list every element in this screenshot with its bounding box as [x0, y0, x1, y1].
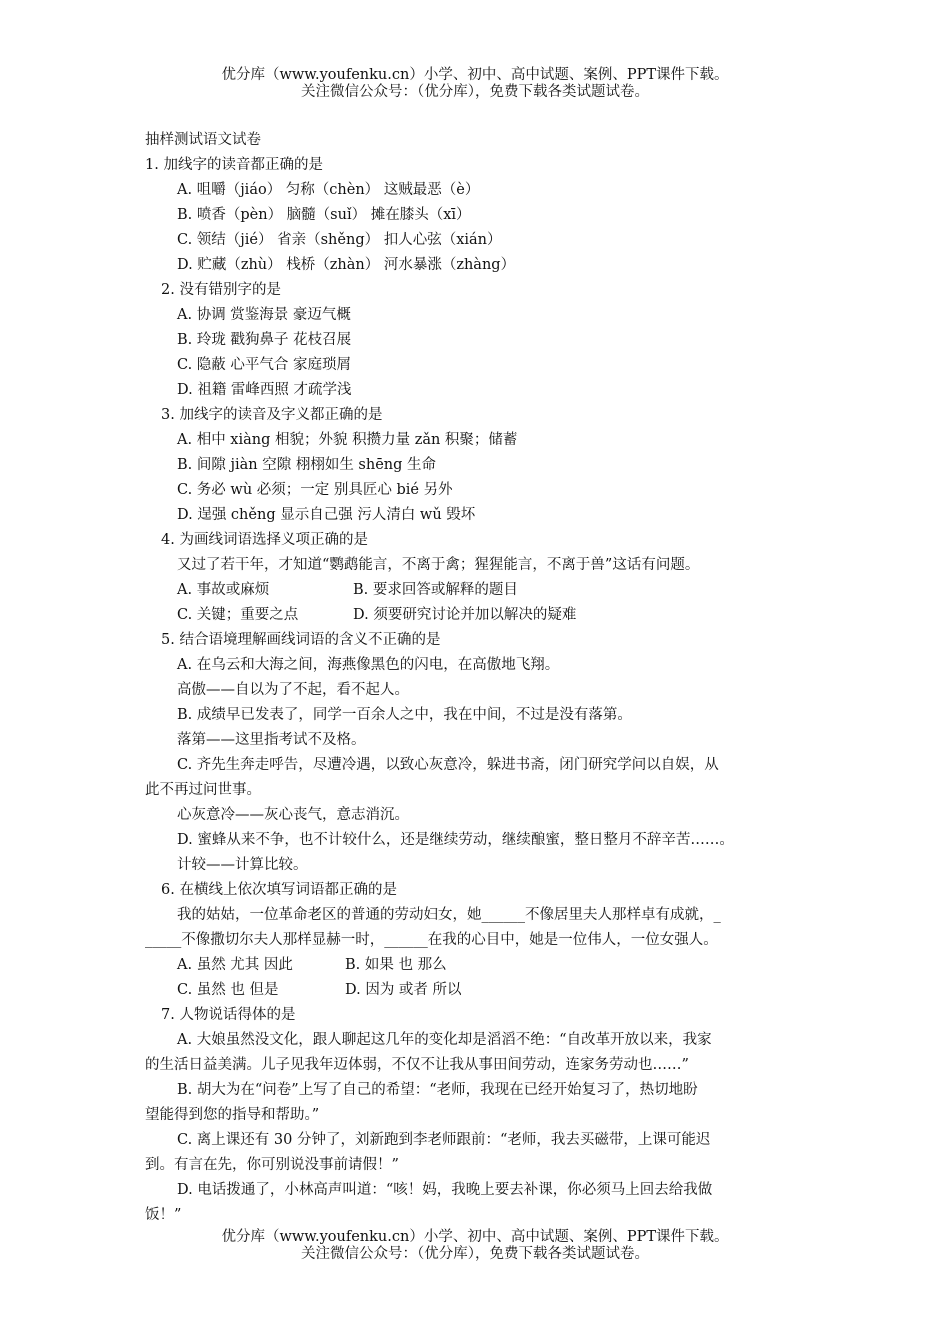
q4-option-d: D. 须要研究讨论并加以解决的疑难	[353, 607, 577, 623]
q4-option-b: B. 要求回答或解释的题目	[353, 582, 518, 598]
q2-option-d: D. 祖籍 雷峰西照 才疏学浅	[177, 382, 352, 398]
q4-option-c: C. 关键；重要之点	[177, 607, 299, 623]
q6-passage-line-2: _____不像撒切尔夫人那样显赫一时，______在我的心目中，她是一位伟人，一位女强人。	[145, 932, 718, 948]
q6-option-d: D. 因为 或者 所以	[345, 982, 462, 998]
header-line-2: 关注微信公众号：（优分库），免费下载各类试题试卷。	[301, 84, 649, 100]
q4-stem: 4. 为画线词语选择义项正确的是	[161, 532, 368, 548]
doc-title: 抽样测试语文试卷	[145, 132, 261, 148]
q3-option-a: A. 相中 xiàng 相貌；外貌 积攒力量 zǎn 积聚；储蓄	[177, 432, 518, 448]
q3-stem: 3. 加线字的读音及字义都正确的是	[161, 407, 383, 423]
footer-line-1: 优分库（www.youfenku.cn）小学、初中、高中试题、案例、PPT课件下载。	[221, 1229, 729, 1245]
q6-passage-line-1: 我的姑姑，一位革命老区的普通的劳动妇女，她______不像居里夫人那样卓有成就，_	[177, 907, 721, 923]
q5-option-d: D. 蜜蜂从来不争，也不计较什么，还是继续劳动，继续酿蜜，整日整月不辞辛苦……。	[177, 832, 734, 848]
page-header	[0, 67, 950, 101]
q5-option-b-note: 落第——这里指考试不及格。	[177, 732, 366, 748]
q2-option-c: C. 隐蔽 心平气合 家庭琐屑	[177, 357, 352, 373]
q7-option-a-cont: 的生活日益美满。儿子见我年迈体弱，不仅不让我从事田间劳动，连家务劳动也……”	[145, 1057, 689, 1073]
q2-option-b: B. 玲珑 戳狗鼻子 花枝召展	[177, 332, 352, 348]
q7-option-b: B. 胡大为在“问卷”上写了自己的希望：“老师，我现在已经开始复习了，热切地盼	[177, 1082, 698, 1098]
q7-option-d: D. 电话拨通了，小林高声叫道：“咳！妈，我晚上要去补课，你必须马上回去给我做	[177, 1182, 713, 1198]
q6-option-b: B. 如果 也 那么	[345, 957, 447, 973]
q1-option-b: B. 喷香（pèn） 脑髓（suǐ） 摊在膝头（xī）	[177, 207, 471, 223]
header-line-1: 优分库（www.youfenku.cn）小学、初中、高中试题、案例、PPT课件下载。	[221, 67, 729, 83]
q3-option-c: C. 务必 wù 必须；一定 别具匠心 bié 另外	[177, 482, 453, 498]
q1-option-d: D. 贮藏（zhù） 栈桥（zhàn） 河水暴涨（zhàng）	[177, 257, 516, 273]
q3-option-b: B. 间隙 jiàn 空隙 栩栩如生 shēng 生命	[177, 457, 437, 473]
q6-option-c: C. 虽然 也 但是	[177, 982, 279, 998]
q5-stem: 5. 结合语境理解画线词语的含义不正确的是	[161, 632, 441, 648]
q6-option-a: A. 虽然 尤其 因此	[177, 957, 293, 973]
q3-option-d: D. 逞强 chěng 显示自己强 污人清白 wǔ 毁坏	[177, 507, 476, 523]
q7-option-c: C. 离上课还有 30 分钟了，刘新跑到李老师跟前：“老师，我去买磁带，上课可能迟	[177, 1132, 711, 1148]
q5-option-c: C. 齐先生奔走呼告，尽遭冷遇，以致心灰意冷，躲进书斋，闭门研究学问以自娱，从	[177, 757, 719, 773]
q1-option-c: C. 领结（jié） 省亲（shěng） 扣人心弦（xián）	[177, 232, 502, 248]
q2-option-a: A. 协调 赏鉴海景 豪迈气概	[177, 307, 351, 323]
page-footer	[0, 1229, 950, 1263]
q7-stem: 7. 人物说话得体的是	[161, 1007, 296, 1023]
q5-option-d-note: 计较——计算比较。	[177, 857, 308, 873]
q5-option-c-note: 心灰意冷——灰心丧气，意志消沉。	[177, 807, 409, 823]
q1-option-a: A. 咀嚼（jiáo） 匀称（chèn） 这贼最恶（è）	[177, 182, 480, 198]
footer-line-2: 关注微信公众号：（优分库），免费下载各类试题试卷。	[301, 1246, 649, 1262]
q2-stem: 2. 没有错别字的是	[161, 282, 281, 298]
q7-option-c-cont: 到。有言在先，你可别说没事前请假！”	[145, 1157, 399, 1173]
q7-option-a: A. 大娘虽然没文化，跟人聊起这几年的变化却是滔滔不绝：“自改革开放以来，我家	[177, 1032, 712, 1048]
q7-option-b-cont: 望能得到您的指导和帮助。”	[145, 1107, 320, 1123]
q6-stem: 6. 在横线上依次填写词语都正确的是	[161, 882, 397, 898]
q5-option-c-cont: 此不再过问世事。	[145, 782, 261, 798]
q4-option-a: A. 事故或麻烦	[177, 582, 270, 598]
q1-stem: 1. 加线字的读音都正确的是	[145, 157, 323, 173]
q5-option-a-note: 高傲——自以为了不起，看不起人。	[177, 682, 409, 698]
q5-option-a: A. 在乌云和大海之间，海燕像黑色的闪电，在高傲地飞翔。	[177, 657, 560, 673]
q5-option-b: B. 成绩早已发表了，同学一百余人之中，我在中间，不过是没有落第。	[177, 707, 632, 723]
q7-option-d-cont: 饭！”	[145, 1207, 182, 1223]
q4-passage: 又过了若干年，才知道“鹦鹉能言，不离于禽；猩猩能言，不离于兽”这话有问题。	[177, 557, 700, 573]
